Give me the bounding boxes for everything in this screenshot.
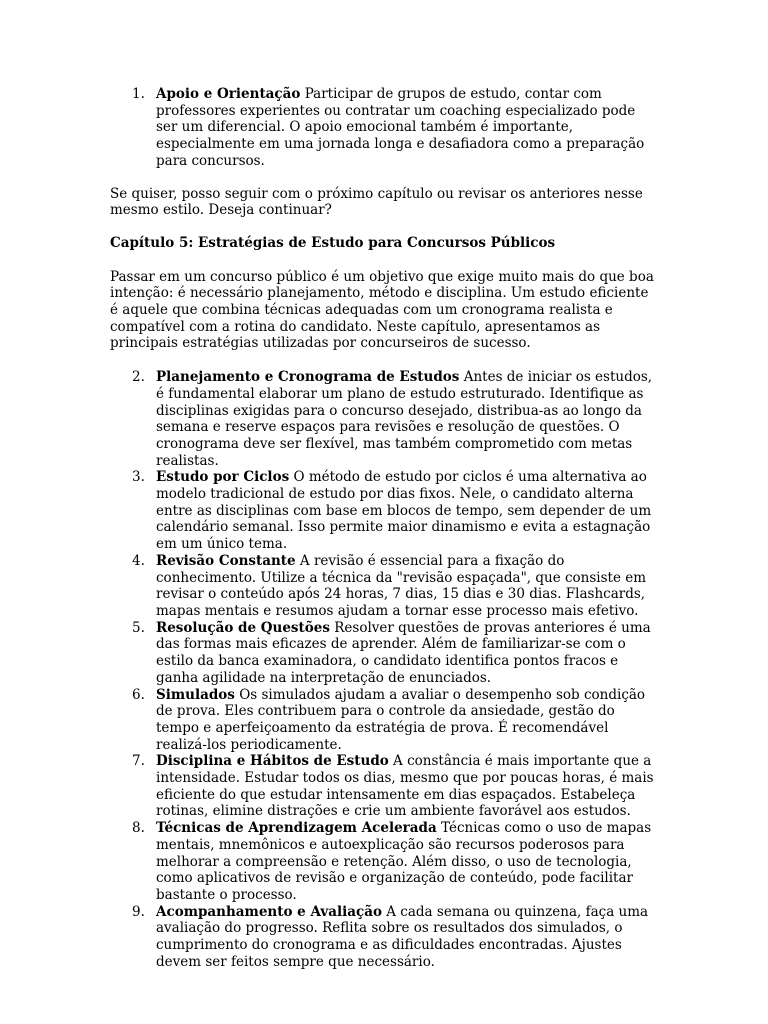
strategies-list <box>110 369 658 970</box>
list-item-term: Acompanhamento e Avaliação <box>156 903 382 920</box>
list-item <box>132 753 658 820</box>
list-item-term: Estudo por Ciclos <box>156 469 290 486</box>
list-number: 2. <box>132 369 145 386</box>
list-number: 6. <box>132 686 145 703</box>
list-item-text: Técnicas como o uso de mapas mentais, mnemônicos e autoexplicação são recursos poderosos para melhorar a compreensão e retenção. Além disso, o uso de tecnologia, como aplicativos de revisão e organização de conteúdo, pode facilitar bastante o processo. <box>156 820 652 903</box>
list-item <box>132 469 658 553</box>
followup-paragraph: Se quiser, posso seguir com o próximo capítulo ou revisar os anteriores nesse mesmo estilo. Deseja continuar? <box>110 185 643 219</box>
list-number: 3. <box>132 469 145 486</box>
list-item-term: Resolução de Questões <box>156 619 330 636</box>
list-item-text: A revisão é essencial para a fixação do conhecimento. Utilize a técnica da "revisão espaçada", que consiste em revisar o conteúdo após 24 horas, 7 dias, 15 dias e 30 dias. Flashcards, mapas mentais e resumos ajudam a tornar esse processo mais efetivo. <box>156 552 647 619</box>
first-list <box>110 86 658 170</box>
list-item-text: A cada semana ou quinzena, faça uma avaliação do progresso. Reflita sobre os resultados dos simulados, o cumprimento do cronograma e as dificuldades encontradas. Ajustes devem ser feitos sempre que necessário. <box>156 903 649 970</box>
list-item-text: Resolver questões de provas anteriores é uma das formas mais eficazes de aprender. Além de familiarizar-se com o estilo da banca examinadora, o candidato identifica pontos fracos e ganha agilidade na interpretação de enunciados. <box>156 619 651 686</box>
list-number: 7. <box>132 753 145 770</box>
list-item-text: Os simulados ajudam a avaliar o desempenho sob condição de prova. Eles contribuem para o controle da ansiedade, gestão do tempo e aperfeiçoamento da estratégia de prova. É recomendável realizá-los periodicamente. <box>156 686 646 753</box>
list-number: 5. <box>132 619 145 636</box>
list-item-term: Simulados <box>156 686 235 703</box>
list-number: 8. <box>132 820 145 837</box>
list-number: 4. <box>132 552 145 569</box>
list-number: 9. <box>132 903 145 920</box>
list-item-text: A constância é mais importante que a intensidade. Estudar todos os dias, mesmo que por poucas horas, é mais eficiente do que estudar intensamente em dias espaçados. Estabeleça rotinas, elimine distrações e crie um ambiente favorável aos estudos. <box>156 753 654 820</box>
list-item-text: O método de estudo por ciclos é uma alternativa ao modelo tradicional de estudo por dias fixos. Nele, o candidato alterna entre as disciplinas com base em blocos de tempo, sem depender de um calendário semanal. Isso permite maior dinamismo e evita a estagnação em um único tema. <box>156 469 652 553</box>
list-item <box>132 619 658 687</box>
document-page <box>110 86 658 970</box>
chapter-title: Capítulo 5: Estratégias de Estudo para Concursos Públicos <box>110 234 556 251</box>
list-item-term: Apoio e Orientação <box>156 86 301 102</box>
list-item-term: Técnicas de Aprendizagem Acelerada <box>156 820 437 837</box>
list-item-text: Participar de grupos de estudo, contar com professores experientes ou contratar um coaching especializado pode ser um diferencial. O apoio emocional também é importante, especialmente em uma jornada longa e desafiadora como a preparação para concursos. <box>156 86 645 169</box>
list-item <box>132 820 658 904</box>
list-item <box>132 686 658 754</box>
list-number: 1. <box>132 86 145 102</box>
list-item <box>132 86 658 170</box>
list-item <box>132 369 658 469</box>
list-item-term: Planejamento e Cronograma de Estudos <box>156 369 460 386</box>
list-item-term: Revisão Constante <box>156 552 296 569</box>
list-item-term: Disciplina e Hábitos de Estudo <box>156 753 389 770</box>
list-item <box>132 903 658 971</box>
list-item-text: Antes de iniciar os estudos, é fundamental elaborar um plano de estudo estruturado. Identifique as disciplinas exigidas para o concurso desejado, distribua-as ao longo da semana e reserve espaços para revisões e resolução de questões. O cronograma deve ser flexível, mas também comprometido com metas realistas. <box>156 369 653 469</box>
intro-paragraph: Passar em um concurso público é um objetivo que exige muito mais do que boa intenção: é necessário planejamento, método e disciplina. Um estudo eficiente é aquele que combina técnicas adequadas com um cronograma realista e compatível com a rotina do candidato. Neste capítulo, apresentamos as principais estratégias utilizadas por concurseiros de sucesso. <box>110 268 654 352</box>
list-item <box>132 552 658 620</box>
